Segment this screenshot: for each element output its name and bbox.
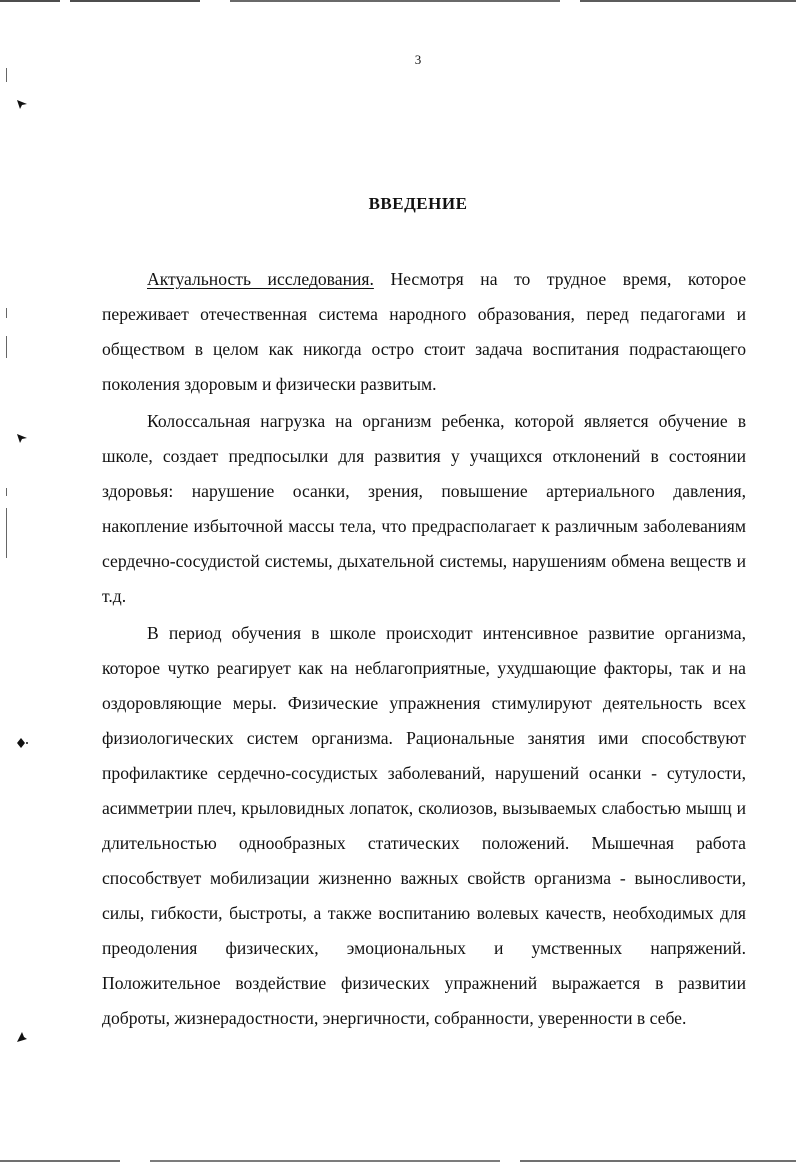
scan-margin-tick — [6, 336, 7, 358]
paragraph-text: Несмотря на то трудное время, которое переживает отечественная система народного образования, перед педагогами и обществом в целом как никогда остро стоит задача воспитания подрастающего поколения здоровым и физически развитым. — [102, 269, 747, 394]
scan-margin-tick — [6, 68, 7, 82]
paragraph — [102, 262, 746, 402]
scan-margin-tick — [6, 308, 7, 318]
paragraph: В период обучения в школе происходит интенсивное развитие организма, которое чутко реагирует как на неблагоприятные, ухудшающие факторы, так и на оздоровляющие меры. Физические упражнения стимулируют деятельность всех физиологических систем организма. Рациональные занятия ими способствуют профилактике сердечно-сосудистых заболеваний, нарушений осанки - сутулости, асимметрии плеч, крыловидных лопаток, сколиозов, вызываемых слабостью мышц и длительностью однообразных статических положений. Мышечная работа способствует мобилизации жизненно важных свойств организма - выносливости, силы, гибкости, быстроты, а также воспитанию волевых качеств, необходимых для преодоления физических, эмоциональных и умственных напряжений. Положительное воздействие физических упражнений выражается в развитии доброты, жизнерадостности, энергичности, собранности, уверенности в себе. — [102, 623, 746, 1028]
section-lead: Актуальность исследования. — [147, 269, 374, 289]
arrow-mark-icon — [16, 98, 28, 110]
body-text — [102, 262, 746, 1038]
diamond-arrow-mark-icon — [16, 737, 28, 749]
arrow-mark-icon — [16, 432, 28, 444]
page-title: ВВЕДЕНИЕ — [368, 194, 468, 213]
scan-top-edge — [0, 0, 796, 2]
paragraph: Колоссальная нагрузка на организм ребенка, которой является обучение в школе, создает предпосылки для развития у учащихся отклонений в состоянии здоровья: нарушение осанки, зрения, повышение артериального давления, накопление избыточной массы тела, что предрасполагает к различным заболеваниям сердечно-сосудистой системы, дыхательной системы, нарушениям обмена веществ и т.д. — [102, 411, 746, 606]
scan-bottom-edge — [0, 1160, 796, 1162]
scan-margin-tick — [6, 508, 7, 558]
scan-margin-tick — [6, 488, 7, 496]
page-number: 3 — [414, 52, 422, 67]
arrow-mark-icon — [16, 1031, 28, 1043]
